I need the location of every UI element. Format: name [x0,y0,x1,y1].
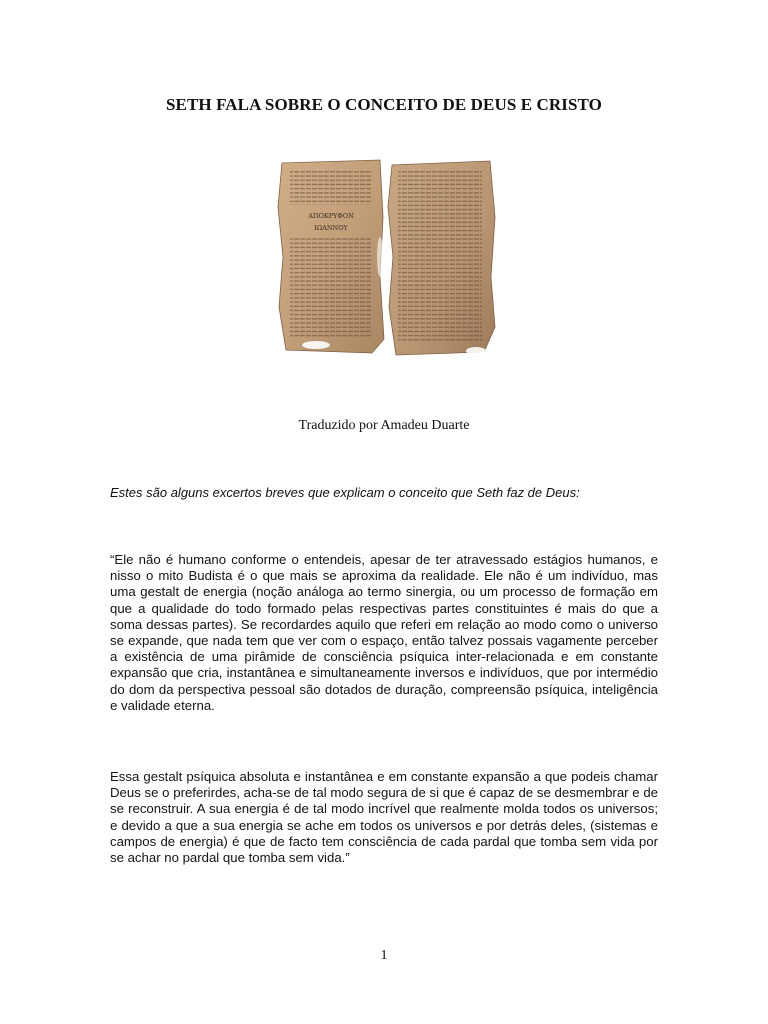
quote-paragraph-2: Essa gestalt psíquica absoluta e instantânea e em constante expansão a que podeis chamar Deus se o preferirdes, acha-se de tal modo segura de si que é capaz de se desmembrar e de se reconstruir. A sua energia é de tal modo incrível que realmente molda todos os universos; e devido a que a sua energia se ache em todos os universos e por detrás deles, (sistemas e campos de energia) é que de facto tem consciência de cada pardal que tomba sem vida por se achar no pardal que tomba sem vida.” [110,769,658,866]
manuscript-caption-2: ΙΩΑΝΝΟΥ [314,224,348,232]
quote-paragraph-1: “Ele não é humano conforme o entendeis, apesar de ter atravessado estágios humanos, e nisso o mito Budista é o que mais se aproxima da realidade. Ele não é um indivíduo, mas uma gestalt de energia (noção análoga ao termo sinergia, ou um processo de formação em que a qualidade do todo formado pelas respectivas partes constituintes é mais do que a soma dessas partes). Se recordardes aquilo que referi em relação ao modo como o universo se expande, que nada tem que ver com o espaço, então talvez possais vagamente perceber a existência de uma pirâmide de consciência psíquica inter-relacionada e em constante expansão que cria, instantânea e simultaneamente inversos e indivíduos, que por intermédio do dom da perspectiva pessoal são dotados de duração, compreensão psíquica, inteligência e validade eterna. [110,552,658,713]
page-number: 1 [380,948,388,963]
manuscript-papyrus-image [276,157,498,357]
manuscript-caption-1: ΑΠΟΚΡΥΦΟΝ [308,212,354,220]
intro-text: Estes são alguns excertos breves que explicam o conceito que Seth faz de Deus: [110,485,580,500]
translator-credit: Traduzido por Amadeu Duarte [298,418,470,433]
document-title: SETH FALA SOBRE O CONCEITO DE DEUS E CRISTO [165,95,603,114]
